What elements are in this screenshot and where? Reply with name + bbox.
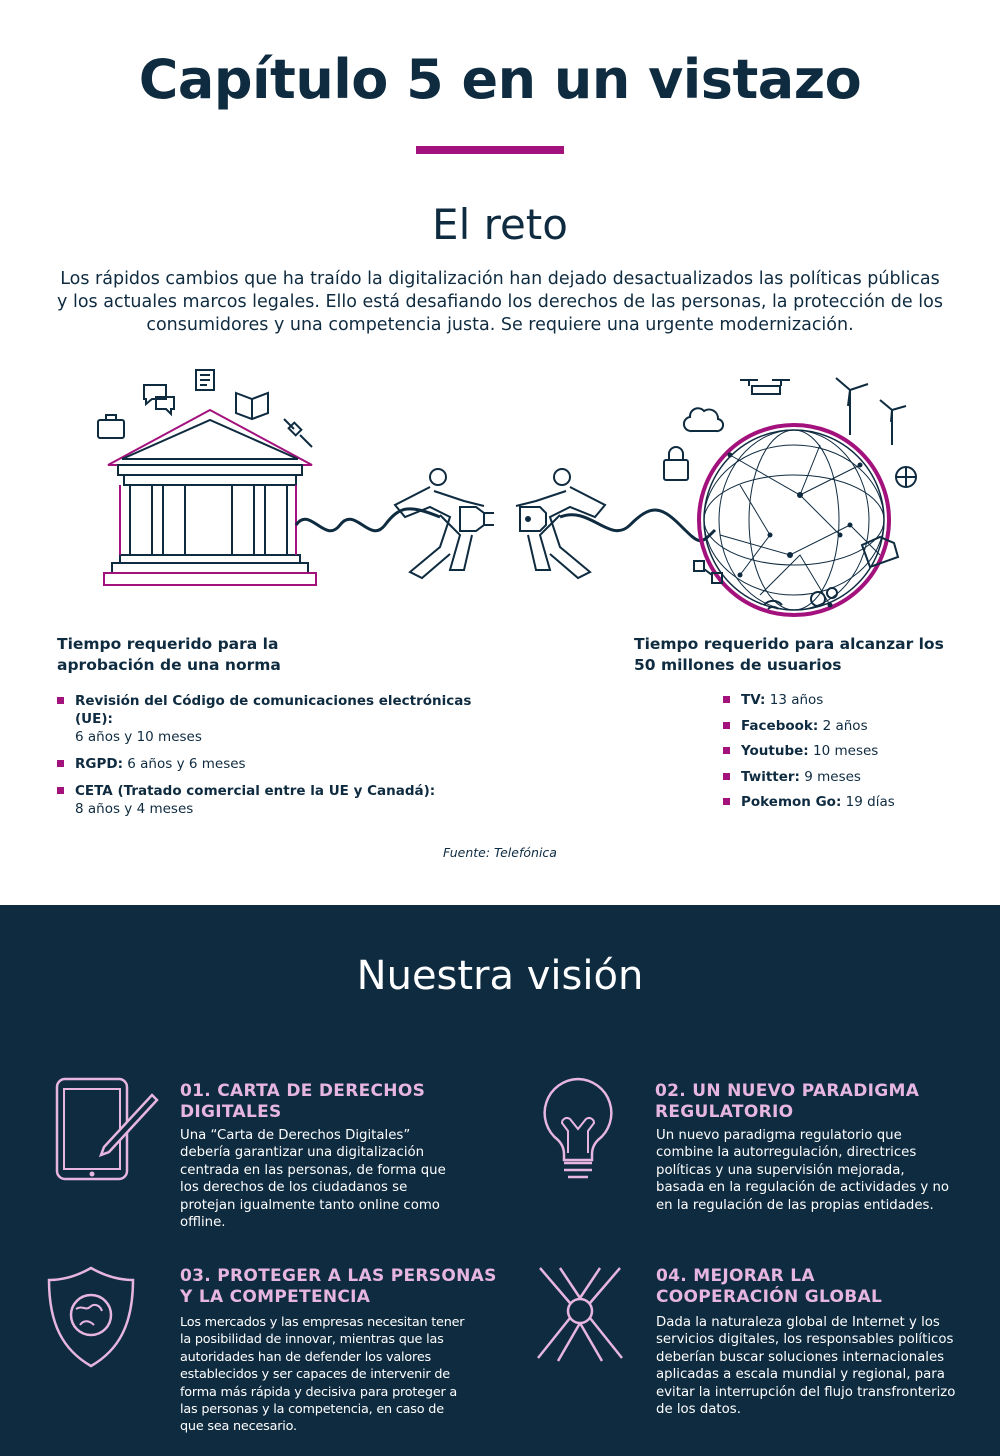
challenge-heading: El reto [432,200,568,249]
card-title-line2: COOPERACIÓN GLOBAL [656,1287,883,1307]
gavel-icon [284,419,312,447]
shield-icon [46,1265,136,1369]
item-value: 2 años [822,717,868,734]
drone-icon [740,380,790,394]
card-title-line2: REGULATORIO [655,1102,794,1122]
list-item [57,782,477,818]
list-item [723,768,963,787]
world-icon [896,467,916,487]
card-title-line2: DIGITALES [180,1102,282,1122]
list-item [723,793,963,812]
approval-time-list [57,692,477,827]
item-label: Pokemon Go: [741,794,842,810]
list-item [723,691,963,710]
wind-turbine-icon [836,378,906,445]
joined-hands-icon [530,1263,630,1363]
item-label: Youtube: [741,743,809,759]
right-column-title: Tiempo requerido para alcanzar los 50 millones de usuarios [634,635,944,674]
item-value: 19 días [845,794,895,810]
illustration [0,355,1000,625]
item-value: 9 meses [804,768,861,785]
item-label: TV: [741,692,766,708]
item-label: RGPD: [75,756,123,772]
vision-heading: Nuestra visión [356,953,644,999]
government-building-icon [104,410,316,585]
item-label: Facebook: [741,717,819,734]
title-underline [416,146,564,154]
users-time-list [723,691,963,819]
card-text: Un nuevo paradigma regulatorio que combine la autorregulación, directrices políticas y una supervisión mejorada, basada en la regulación de actividades y no en la regulación de las propias entidades. [656,1128,950,1213]
card-text: Los mercados y las empresas necesitan tener la posibilidad de innovar, mientras que las autoridades han de defender los valores establecidos y ser capaces de intervenir de forma más rápida y decisiva para proteger a las personas y la competencia, en caso de que sea necesario. [180,1315,465,1435]
item-value: 13 años [769,692,824,708]
lightbulb-icon [538,1075,618,1187]
item-value: 8 años y 4 meses [75,801,194,817]
chat-bubbles-icon [144,385,174,414]
left-column-title: Tiempo requerido para la aprobación de una norma [57,635,281,674]
item-label: Revisión del Código de comunicaciones electrónicas (UE): [75,693,472,727]
list-item [723,742,963,761]
card-text: Una “Carta de Derechos Digitales” debería garantizar una digitalización centrada en las personas, de forma que los derechos de los ciudadanos se protejan igualmente tanto online como offline. [180,1128,446,1231]
briefcase-icon [98,415,124,438]
plug-icon [460,507,494,531]
globe-network-icon [699,425,889,615]
card-text: Dada la naturaleza global de Internet y los servicios digitales, los responsables políticos deberían buscar soluciones internacionales aplicadas a escala mundial y regional, para evitar la interrupción del flujo transfronterizo de los datos. [656,1315,956,1418]
card-title-line1: 02. UN NUEVO PARADIGMA [655,1081,920,1101]
item-label: Twitter: [741,768,800,785]
list-item [723,717,963,736]
socket-icon [520,507,546,531]
scroll-icon [196,370,214,390]
lock-icon [664,447,688,480]
item-value: 10 meses [813,743,879,759]
list-item [57,755,477,773]
page-title: Capítulo 5 en un vistazo [138,48,862,111]
list-item [57,692,477,746]
card-title-line1: 03. PROTEGER A LAS PERSONAS [180,1266,497,1286]
card-title-line1: 01. CARTA DE DERECHOS [180,1081,426,1101]
item-value: 6 años y 6 meses [127,756,246,772]
challenge-intro: Los rápidos cambios que ha traído la digitalización han dejado desactualizados las políticas públicas y los actuales marcos legales. Ello está desafiando los derechos de las personas, la protección de los consumidores y una competencia justa. Se requiere una urgente modernización. [57,269,943,335]
item-value: 6 años y 10 meses [75,729,202,745]
cable-right [560,510,715,541]
book-icon [236,393,268,419]
card-title-line2: Y LA COMPETENCIA [180,1287,371,1307]
source-note: Fuente: Telefónica [443,845,557,860]
card-title-line1: 04. MEJORAR LA [656,1266,815,1286]
cloud-icon [684,408,723,431]
item-label: CETA (Tratado comercial entre la UE y Canadá): [75,783,436,799]
tablet-pen-icon [52,1077,162,1187]
vision-section [0,905,1000,1456]
